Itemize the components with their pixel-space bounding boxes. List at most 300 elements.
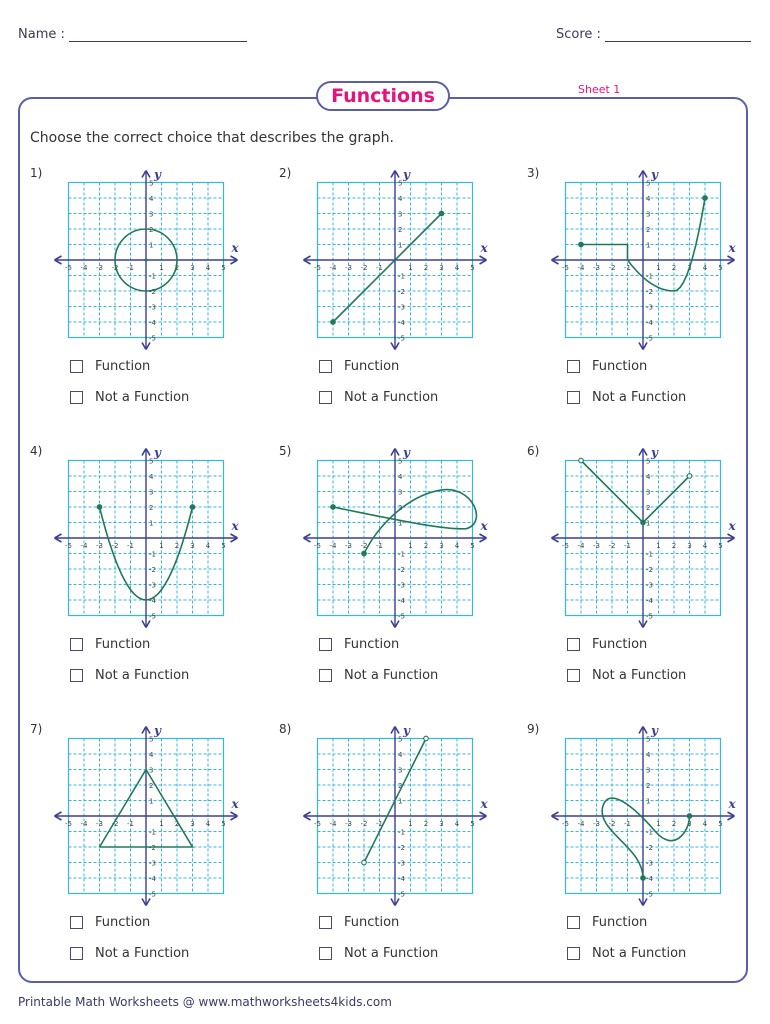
checkbox[interactable] — [319, 638, 332, 651]
y-tick-label: 2 — [646, 782, 651, 790]
x-tick-label: 1 — [656, 264, 661, 272]
y-tick-label: 2 — [646, 226, 651, 234]
x-tick-label: -4 — [329, 264, 337, 272]
y-tick-label: 3 — [149, 488, 154, 497]
x-tick-label: 3 — [439, 264, 444, 272]
x-tick-label: -1 — [127, 820, 134, 828]
x-tick-label: -1 — [624, 542, 631, 550]
x-axis-label: x — [231, 519, 239, 533]
name-field — [18, 27, 247, 42]
x-tick-label: -3 — [96, 542, 103, 550]
axes — [55, 168, 240, 350]
x-tick-label: 3 — [190, 542, 195, 550]
x-tick-label: 3 — [190, 264, 195, 272]
x-tick-label: -1 — [376, 542, 383, 550]
x-tick-label: -1 — [376, 820, 383, 828]
y-tick-label: -4 — [149, 597, 156, 605]
checkbox[interactable] — [567, 947, 580, 960]
x-axis-label: x — [480, 797, 488, 811]
y-tick-label: 1 — [149, 241, 154, 250]
x-tick-label: 4 — [702, 264, 708, 272]
y-tick-label: 5 — [646, 179, 651, 188]
x-axis-label: x — [728, 519, 736, 533]
x-tick-label: -1 — [624, 264, 631, 272]
checkbox[interactable] — [319, 391, 332, 404]
function-option[interactable] — [567, 915, 647, 930]
x-tick-label: -2 — [360, 542, 368, 550]
axes — [304, 446, 489, 628]
y-tick-label: 1 — [398, 241, 403, 250]
x-tick-label: 4 — [454, 820, 460, 828]
y-tick-label: -3 — [646, 581, 653, 590]
question-4-graph — [29, 444, 239, 624]
y-tick-label: -5 — [149, 890, 156, 899]
y-tick-label: -4 — [149, 319, 156, 327]
question-number: 4) — [30, 444, 43, 458]
x-tick-label: 3 — [687, 264, 692, 272]
x-tick-label: 3 — [439, 542, 444, 550]
y-axis-label: y — [651, 723, 658, 738]
y-tick-label: -3 — [398, 859, 405, 868]
option-label: Function — [344, 915, 400, 930]
checkbox[interactable] — [319, 669, 332, 682]
y-tick-label: -4 — [646, 597, 653, 605]
x-tick-label: -2 — [111, 542, 119, 550]
option-label: Not a Function — [344, 390, 439, 405]
question-number: 2) — [279, 166, 292, 180]
question-3-graph — [526, 166, 736, 346]
x-tick-label: -3 — [345, 820, 352, 828]
y-tick-label: 2 — [149, 504, 154, 512]
x-tick-label: 4 — [205, 820, 211, 828]
y-tick-label: -4 — [646, 319, 653, 327]
x-axis-label: x — [231, 797, 239, 811]
question-1-graph — [29, 166, 239, 346]
x-tick-label: -2 — [608, 542, 616, 550]
y-tick-label: 4 — [149, 751, 154, 759]
function-option[interactable] — [567, 359, 647, 374]
x-tick-label: -4 — [80, 542, 88, 550]
not-a-function-option[interactable] — [70, 390, 189, 405]
y-tick-label: -5 — [646, 334, 653, 343]
x-tick-label: -3 — [345, 542, 352, 550]
y-tick-label: -2 — [646, 288, 653, 296]
graph-center-dot — [144, 258, 147, 261]
x-tick-label: 1 — [159, 264, 164, 272]
x-tick-label: 4 — [205, 542, 211, 550]
y-tick-label: 3 — [398, 488, 403, 497]
y-tick-label: 1 — [149, 519, 154, 528]
checkbox[interactable] — [567, 669, 580, 682]
checkbox[interactable] — [70, 360, 83, 373]
x-tick-label: -1 — [127, 542, 134, 550]
x-tick-label: 2 — [671, 264, 677, 272]
x-tick-label: 1 — [656, 542, 661, 550]
x-tick-label: 3 — [687, 820, 692, 828]
question-5-graph — [278, 444, 488, 624]
x-tick-label: -5 — [314, 820, 321, 828]
question-number: 8) — [279, 722, 292, 736]
x-tick-label: 3 — [190, 820, 195, 828]
y-tick-label: 1 — [646, 519, 651, 528]
y-tick-label: 2 — [149, 226, 154, 234]
x-tick-label: 5 — [221, 820, 226, 828]
closed-endpoint — [439, 211, 444, 216]
y-tick-label: -3 — [646, 303, 653, 312]
function-option[interactable] — [319, 359, 399, 374]
not-a-function-option[interactable] — [70, 668, 189, 683]
x-tick-label: 5 — [470, 542, 475, 550]
y-tick-label: -2 — [149, 288, 156, 296]
x-tick-label: 1 — [159, 820, 164, 828]
axes — [304, 724, 489, 906]
y-tick-label: 4 — [646, 473, 651, 481]
x-tick-label: -1 — [127, 264, 134, 272]
question-2-graph — [278, 166, 488, 346]
x-tick-label: -3 — [593, 820, 600, 828]
x-tick-label: -4 — [577, 542, 585, 550]
y-tick-label: 5 — [398, 179, 403, 188]
y-tick-label: -2 — [149, 844, 156, 852]
closed-endpoint — [641, 876, 646, 881]
option-label: Not a Function — [592, 668, 687, 683]
x-tick-label: 4 — [205, 264, 211, 272]
x-tick-label: -2 — [360, 264, 368, 272]
function-option[interactable] — [319, 637, 399, 652]
y-tick-label: 5 — [646, 457, 651, 466]
open-endpoint — [687, 474, 692, 479]
y-tick-label: -1 — [149, 272, 156, 281]
y-tick-label: 5 — [398, 735, 403, 744]
x-tick-label: 5 — [718, 264, 723, 272]
checkbox[interactable] — [70, 916, 83, 929]
checkbox[interactable] — [319, 916, 332, 929]
closed-endpoint — [97, 505, 102, 510]
x-tick-label: 3 — [439, 820, 444, 828]
x-tick-label: -5 — [314, 264, 321, 272]
x-tick-label: -4 — [80, 820, 88, 828]
y-axis-label: y — [651, 167, 658, 182]
x-tick-label: 1 — [408, 820, 413, 828]
x-tick-label: -5 — [65, 820, 72, 828]
y-axis-label: y — [403, 167, 410, 182]
sheet-label: Sheet 1 — [578, 83, 621, 96]
closed-endpoint — [579, 242, 584, 247]
y-tick-label: -5 — [646, 890, 653, 899]
option-label: Not a Function — [592, 390, 687, 405]
y-axis-label: y — [154, 445, 161, 460]
question-number: 5) — [279, 444, 292, 458]
x-axis-label: x — [728, 241, 736, 255]
not-a-function-option[interactable] — [567, 668, 686, 683]
y-tick-label: -2 — [646, 566, 653, 574]
y-tick-label: 3 — [398, 210, 403, 219]
checkbox[interactable] — [70, 947, 83, 960]
y-tick-label: 2 — [149, 782, 154, 790]
question-number: 3) — [527, 166, 540, 180]
not-a-function-option[interactable] — [319, 390, 438, 405]
x-tick-label: -2 — [111, 264, 119, 272]
not-a-function-option[interactable] — [319, 946, 438, 961]
x-tick-label: -4 — [329, 820, 337, 828]
axes — [552, 168, 737, 350]
function-option[interactable] — [70, 637, 150, 652]
y-tick-label: 1 — [646, 797, 651, 806]
y-tick-label: -4 — [646, 875, 653, 883]
y-tick-label: 3 — [646, 766, 651, 775]
x-tick-label: 2 — [423, 820, 429, 828]
checkbox[interactable] — [70, 638, 83, 651]
y-tick-label: 4 — [149, 473, 154, 481]
option-label: Function — [592, 637, 648, 652]
x-tick-label: -4 — [329, 542, 337, 550]
y-tick-label: -1 — [398, 550, 405, 559]
x-tick-label: -5 — [562, 542, 569, 550]
y-tick-label: 5 — [398, 457, 403, 466]
x-tick-label: -4 — [577, 820, 585, 828]
x-tick-label: -1 — [376, 264, 383, 272]
y-tick-label: -3 — [398, 303, 405, 312]
y-tick-label: 3 — [149, 766, 154, 775]
x-tick-label: 5 — [718, 820, 723, 828]
option-label: Not a Function — [592, 946, 687, 961]
option-label: Function — [592, 359, 648, 374]
y-tick-label: -1 — [646, 272, 653, 281]
footer-text: Printable Math Worksheets @ www.mathworksheets4kids.com — [18, 995, 392, 1009]
x-tick-label: 3 — [687, 542, 692, 550]
y-tick-label: -5 — [398, 612, 405, 621]
x-tick-label: -2 — [360, 820, 368, 828]
x-tick-label: 5 — [470, 264, 475, 272]
name-label: Name : — [18, 27, 65, 42]
checkbox[interactable] — [70, 391, 83, 404]
y-tick-label: -5 — [149, 612, 156, 621]
y-tick-label: -2 — [398, 844, 405, 852]
x-tick-label: -2 — [608, 820, 616, 828]
x-tick-label: -2 — [608, 264, 616, 272]
y-tick-label: -1 — [646, 550, 653, 559]
y-tick-label: -4 — [398, 875, 405, 883]
x-tick-label: -3 — [593, 264, 600, 272]
x-tick-label: 1 — [408, 542, 413, 550]
y-tick-label: 2 — [398, 226, 403, 234]
y-axis-label: y — [154, 167, 161, 182]
y-tick-label: -2 — [398, 566, 405, 574]
function-option[interactable] — [319, 915, 399, 930]
x-tick-label: -5 — [314, 542, 321, 550]
y-tick-label: -1 — [646, 828, 653, 837]
x-tick-label: 5 — [221, 264, 226, 272]
y-tick-label: 2 — [398, 782, 403, 790]
y-tick-label: 4 — [149, 195, 154, 203]
y-tick-label: -3 — [149, 859, 156, 868]
closed-endpoint — [703, 196, 708, 201]
x-tick-label: 5 — [470, 820, 475, 828]
x-tick-label: 2 — [174, 820, 180, 828]
x-tick-label: -2 — [111, 820, 119, 828]
y-tick-label: 4 — [398, 751, 403, 759]
not-a-function-option[interactable] — [319, 668, 438, 683]
x-tick-label: 4 — [454, 542, 460, 550]
y-tick-label: 3 — [398, 766, 403, 775]
y-tick-label: 1 — [149, 797, 154, 806]
function-option[interactable] — [567, 637, 647, 652]
y-tick-label: -3 — [646, 859, 653, 868]
y-tick-label: 3 — [149, 210, 154, 219]
y-tick-label: -4 — [398, 319, 405, 327]
question-7-graph — [29, 722, 239, 902]
checkbox[interactable] — [567, 638, 580, 651]
checkbox[interactable] — [567, 391, 580, 404]
y-tick-label: -5 — [398, 334, 405, 343]
x-tick-label: 1 — [159, 542, 164, 550]
x-tick-label: 2 — [423, 264, 429, 272]
checkbox[interactable] — [319, 947, 332, 960]
y-tick-label: -3 — [398, 581, 405, 590]
axes — [55, 724, 240, 906]
y-tick-label: 1 — [398, 519, 403, 528]
y-axis-label: y — [651, 445, 658, 460]
x-axis-label: x — [231, 241, 239, 255]
option-label: Not a Function — [95, 668, 190, 683]
y-tick-label: 2 — [646, 504, 651, 512]
x-axis-label: x — [480, 519, 488, 533]
x-tick-label: -3 — [96, 820, 103, 828]
option-label: Not a Function — [344, 668, 439, 683]
y-tick-label: -4 — [398, 597, 405, 605]
option-label: Function — [95, 359, 151, 374]
option-label: Function — [344, 637, 400, 652]
y-tick-label: 3 — [646, 488, 651, 497]
question-number: 9) — [527, 722, 540, 736]
x-tick-label: -4 — [80, 264, 88, 272]
option-label: Not a Function — [344, 946, 439, 961]
closed-endpoint — [687, 814, 692, 819]
not-a-function-option[interactable] — [567, 946, 686, 961]
option-label: Not a Function — [95, 946, 190, 961]
function-option[interactable] — [70, 915, 150, 930]
y-tick-label: -2 — [398, 288, 405, 296]
x-tick-label: 4 — [454, 264, 460, 272]
x-tick-label: -3 — [593, 542, 600, 550]
option-label: Not a Function — [95, 390, 190, 405]
y-tick-label: 4 — [646, 195, 651, 203]
score-line[interactable] — [605, 27, 751, 42]
y-tick-label: -3 — [149, 581, 156, 590]
y-tick-label: -4 — [149, 875, 156, 883]
y-tick-label: -3 — [149, 303, 156, 312]
x-tick-label: -5 — [65, 542, 72, 550]
y-axis-label: y — [403, 445, 410, 460]
question-number: 1) — [30, 166, 43, 180]
y-tick-label: 1 — [646, 241, 651, 250]
x-tick-label: 2 — [671, 542, 677, 550]
closed-endpoint — [362, 551, 367, 556]
y-tick-label: 3 — [646, 210, 651, 219]
y-tick-label: -2 — [149, 566, 156, 574]
y-axis-label: y — [403, 723, 410, 738]
not-a-function-option[interactable] — [567, 390, 686, 405]
x-tick-label: 2 — [671, 820, 677, 828]
x-tick-label: 5 — [221, 542, 226, 550]
closed-endpoint — [641, 520, 646, 525]
y-tick-label: 4 — [398, 195, 403, 203]
y-tick-label: -1 — [149, 828, 156, 837]
not-a-function-option[interactable] — [70, 946, 189, 961]
open-endpoint — [424, 736, 429, 741]
x-tick-label: 1 — [656, 820, 661, 828]
x-tick-label: -3 — [345, 264, 352, 272]
score-label: Score : — [556, 27, 601, 42]
x-tick-label: 5 — [718, 542, 723, 550]
y-tick-label: 1 — [398, 797, 403, 806]
y-tick-label: -1 — [398, 272, 405, 281]
y-tick-label: 5 — [149, 179, 154, 188]
graph-9-curve — [602, 798, 692, 880]
function-option[interactable] — [70, 359, 150, 374]
y-tick-label: -2 — [646, 844, 653, 852]
y-tick-label: 5 — [149, 735, 154, 744]
closed-endpoint — [190, 505, 195, 510]
y-tick-label: 4 — [646, 751, 651, 759]
x-tick-label: -1 — [624, 820, 631, 828]
y-tick-label: -5 — [149, 334, 156, 343]
x-axis-label: x — [728, 797, 736, 811]
option-label: Function — [95, 637, 151, 652]
x-tick-label: -3 — [96, 264, 103, 272]
x-tick-label: 2 — [423, 542, 429, 550]
question-6-graph — [526, 444, 736, 624]
y-tick-label: -1 — [398, 828, 405, 837]
score-field — [556, 27, 751, 42]
axes — [552, 446, 737, 628]
checkbox[interactable] — [319, 360, 332, 373]
x-tick-label: -5 — [562, 820, 569, 828]
question-number: 6) — [527, 444, 540, 458]
question-8-graph — [278, 722, 488, 902]
instruction-text: Choose the correct choice that describes the graph. — [30, 130, 394, 146]
question-9-graph — [526, 722, 736, 902]
x-tick-label: -4 — [577, 264, 585, 272]
x-axis-label: x — [480, 241, 488, 255]
y-tick-label: 4 — [398, 473, 403, 481]
y-tick-label: 5 — [646, 735, 651, 744]
y-axis-label: y — [154, 723, 161, 738]
y-tick-label: 2 — [398, 504, 403, 512]
name-line[interactable] — [69, 27, 247, 42]
option-label: Function — [95, 915, 151, 930]
closed-endpoint — [331, 505, 336, 510]
y-tick-label: -5 — [398, 890, 405, 899]
open-endpoint — [579, 458, 584, 463]
worksheet-title: Functions — [316, 81, 450, 111]
option-label: Function — [592, 915, 648, 930]
x-tick-label: -5 — [65, 264, 72, 272]
checkbox[interactable] — [567, 360, 580, 373]
x-tick-label: 4 — [702, 542, 708, 550]
x-tick-label: 2 — [174, 542, 180, 550]
checkbox[interactable] — [567, 916, 580, 929]
closed-endpoint — [331, 320, 336, 325]
x-tick-label: 4 — [702, 820, 708, 828]
y-tick-label: -5 — [646, 612, 653, 621]
checkbox[interactable] — [70, 669, 83, 682]
y-tick-label: 5 — [149, 457, 154, 466]
option-label: Function — [344, 359, 400, 374]
x-tick-label: 2 — [174, 264, 180, 272]
x-tick-label: 1 — [408, 264, 413, 272]
open-endpoint — [362, 860, 367, 865]
